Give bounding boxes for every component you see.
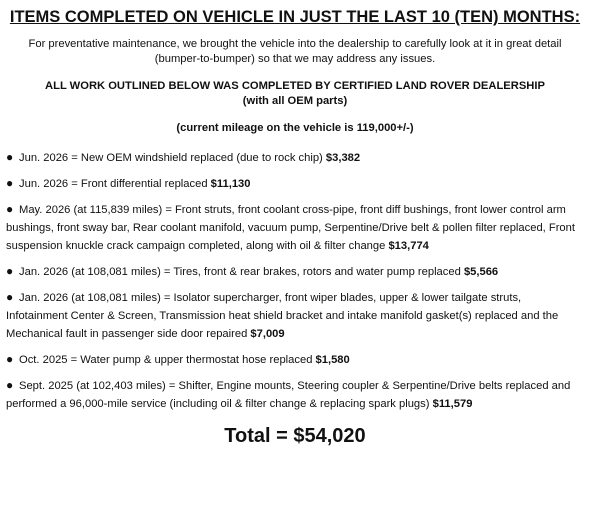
item-cost: $5,566 <box>463 266 499 278</box>
list-item <box>6 148 584 167</box>
list-item <box>6 350 584 369</box>
item-description: Jan. 2026 (at 108,081 miles) = Isolator supercharger, front wiper blades, upper & lower tailgate struts, Infotainment Center & Screen, Transmission heat shield bracket and intake manifold gasket(s) replaced and the Mechanical fault in passenger side door repaired <box>6 292 559 340</box>
dealership-heading <box>6 79 584 109</box>
item-description: Sept. 2025 (at 102,403 miles) = Shifter, Engine mounts, Steering coupler & Serpentine/Drive belts replaced and performed a 96,000-mile service (including oil & filter change & replacing spark plugs) <box>6 380 571 410</box>
work-items-list <box>6 148 584 413</box>
intro-text: For preventative maintenance, we brought the vehicle into the dealership to carefully look at it in great detail (bumper-to-bumper) so that we may address any issues. <box>28 38 562 65</box>
dealership-heading-line1: ALL WORK OUTLINED BELOW WAS COMPLETED BY CERTIFIED LAND ROVER DEALERSHIP <box>45 80 545 92</box>
item-description: Jun. 2026 = New OEM windshield replaced (due to rock chip) <box>19 152 323 164</box>
item-description: May. 2026 (at 115,839 miles) = Front struts, front coolant cross-pipe, front diff bushings, front lower control arm bushings, front sway bar, Rear coolant manifold, vacuum pump, Serpentine/Drive belt & pollen filter replaced, Front suspension knuckle crack campaign completed, along with oil & filter change <box>6 204 575 252</box>
bullet-icon: ● <box>6 176 14 190</box>
item-cost: $11,579 <box>432 398 473 410</box>
bullet-icon: ● <box>6 264 14 278</box>
list-item <box>6 376 584 413</box>
bullet-icon: ● <box>6 378 14 392</box>
item-description: Oct. 2025 = Water pump & upper thermostat hose replaced <box>19 354 313 366</box>
item-cost: $1,580 <box>315 354 350 366</box>
bullet-icon: ● <box>6 290 14 304</box>
list-item <box>6 288 584 343</box>
page-title: ITEMS COMPLETED ON VEHICLE IN JUST THE LAST 10 (TEN) MONTHS: <box>9 8 581 26</box>
total-cost: Total = $54,020 <box>224 425 366 447</box>
bullet-icon: ● <box>6 150 14 164</box>
item-cost: $3,382 <box>325 152 361 164</box>
item-description: Jan. 2026 (at 108,081 miles) = Tires, front & rear brakes, rotors and water pump replaced <box>19 266 461 278</box>
item-cost: $7,009 <box>250 328 285 340</box>
list-item <box>6 200 584 255</box>
list-item <box>6 262 584 281</box>
intro-paragraph <box>6 37 584 67</box>
item-cost: $11,130 <box>210 178 251 190</box>
item-cost: $13,774 <box>388 240 429 252</box>
list-item <box>6 174 584 193</box>
item-description: Jun. 2026 = Front differential replaced <box>19 178 208 190</box>
bullet-icon: ● <box>6 202 14 216</box>
current-mileage: (current mileage on the vehicle is 119,000+/-) <box>176 122 414 134</box>
bullet-icon: ● <box>6 352 14 366</box>
dealership-heading-line2: (with all OEM parts) <box>242 95 348 107</box>
